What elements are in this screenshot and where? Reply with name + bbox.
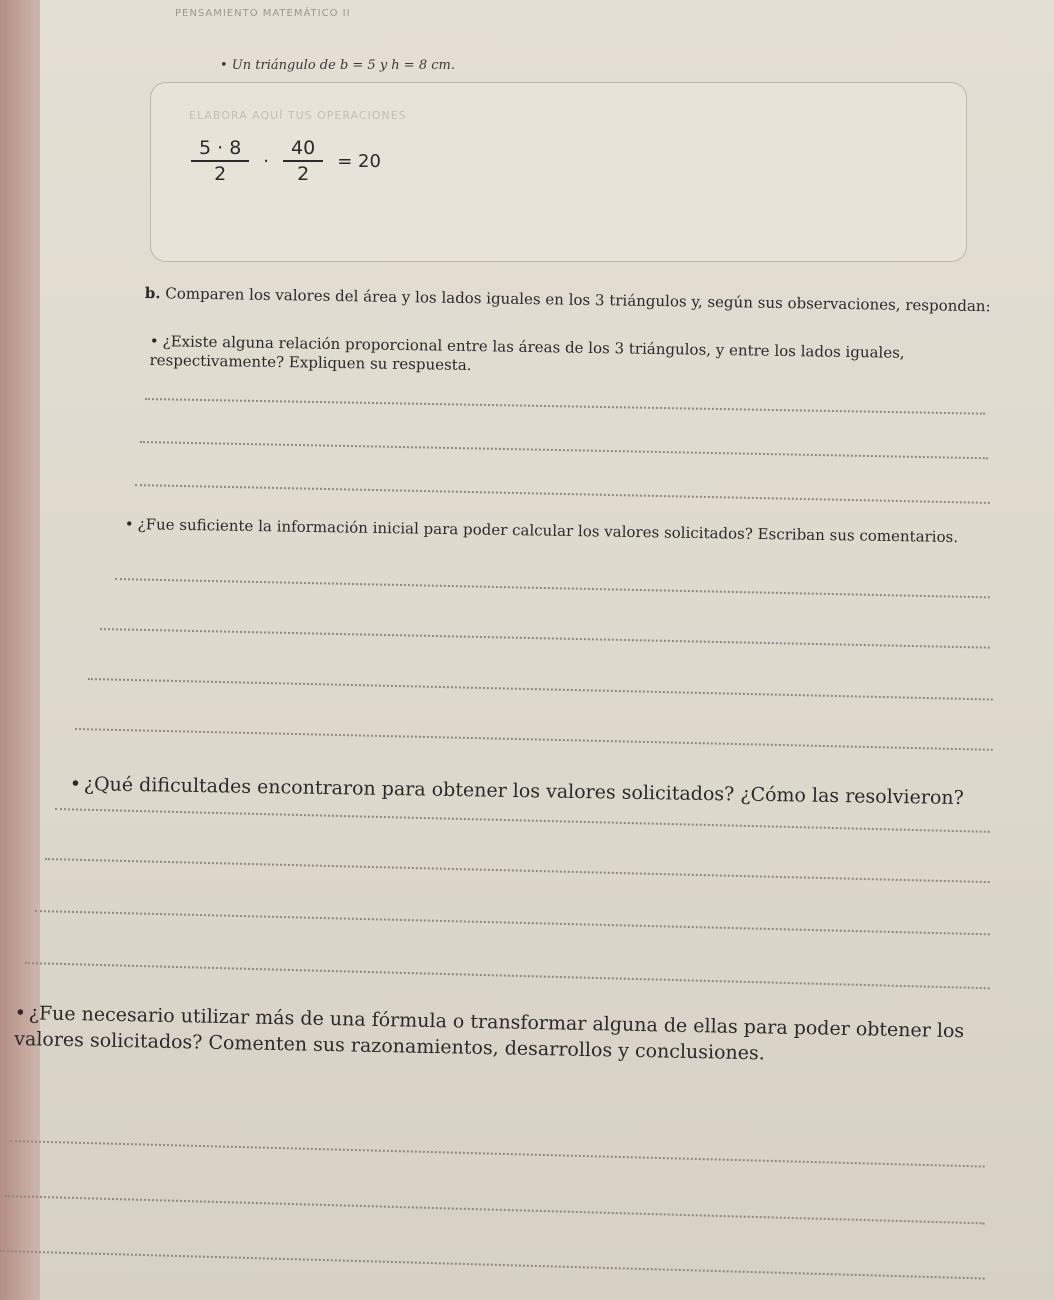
bullet: • <box>14 1001 27 1025</box>
bullet: • <box>124 515 134 534</box>
question-2-text: ¿Fue suficiente la información inicial para poder calcular los valores solicitados? Escriban sus comentarios. <box>137 515 959 547</box>
bullet: • <box>69 772 82 796</box>
operations-label: ELABORA AQUÍ TUS OPERACIONES <box>189 109 407 122</box>
handwritten-calculation <box>191 137 381 185</box>
section-b-text: Comparen los valores del área y los lados iguales en los 3 triángulos y, según sus observaciones, respondan: <box>165 284 991 316</box>
question-1-text: ¿Existe alguna relación proporcional entre las áreas de los 3 triángulos, y entre los lados iguales, respectivamente? Expliquen su respuesta. <box>149 332 905 375</box>
question-3-text: ¿Qué dificultades encontraron para obtener los valores solicitados? ¿Cómo las resolvieron? <box>83 773 964 810</box>
section-b-letter: b. <box>144 284 161 303</box>
fraction-2-denominator: 2 <box>297 163 310 185</box>
operations-box[interactable] <box>150 82 967 262</box>
fraction-1-numerator: 5 · 8 <box>191 137 249 162</box>
result: = 20 <box>337 150 381 172</box>
bullet: • <box>149 332 159 351</box>
question-4-text: ¿Fue necesario utilizar más de una fórmula o transformar alguna de ellas para poder obtener los valores solicitados? Comenten sus razonamientos, desarrollos y conclusiones. <box>14 1002 965 1065</box>
triangle-item: • Un triángulo de b = 5 y h = 8 cm. <box>220 58 455 73</box>
page-header: PENSAMIENTO MATEMÁTICO II <box>175 8 351 19</box>
fraction-1 <box>191 137 249 185</box>
multiply-dot: · <box>263 150 270 172</box>
fraction-2 <box>283 137 323 185</box>
fraction-2-numerator: 40 <box>283 137 323 162</box>
fraction-1-denominator: 2 <box>214 163 227 185</box>
